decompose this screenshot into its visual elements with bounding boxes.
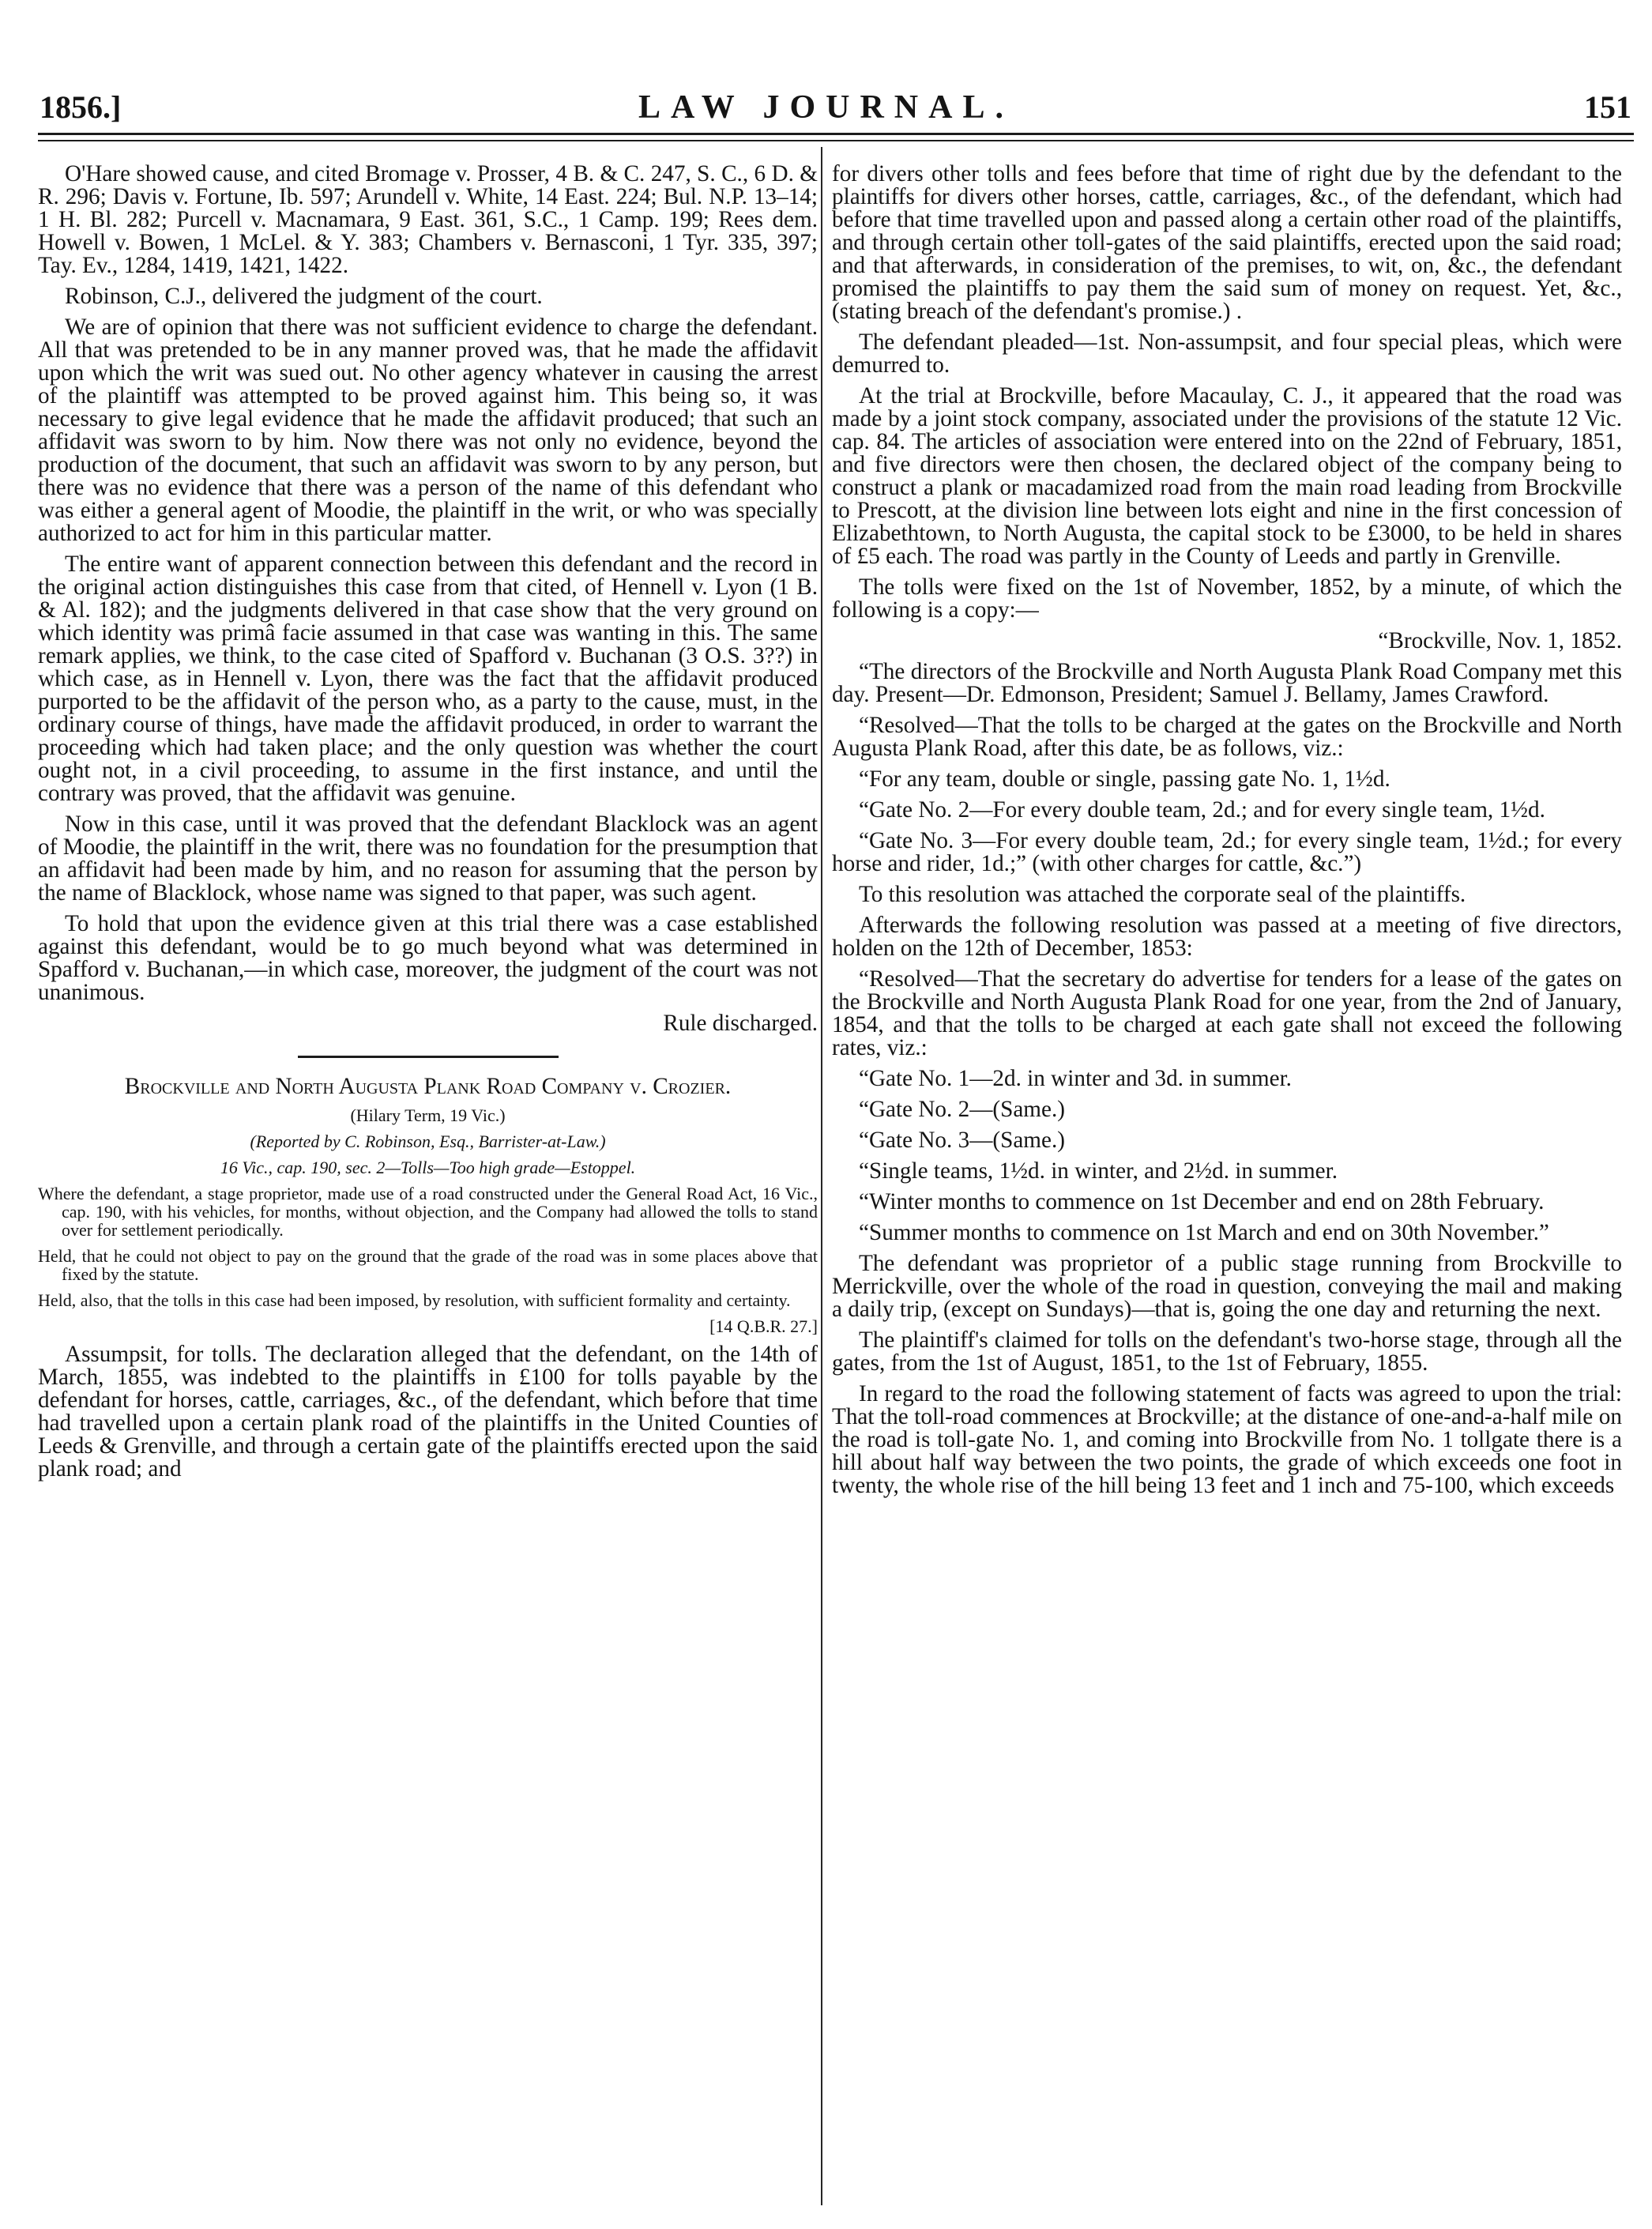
paragraph: O'Hare showed cause, and cited Bromage v. Prosser, 4 B. & C. 247, S. C., 6 D. & R. 296; Davis v. Fortune, Ib. 597; Arundell v. White, 14 East. 224; Bul. N.P. 13–14; 1 H. Bl. 282; Purcell v. Macnamara, 9 East. 361, S.C., 1 Camp. 199; Rees dem. Howell v. Bowen, 1 McLel. & Y. 383; Chambers v. Bernasconi, 1 Tyr. 335, 397; Tay. Ev., 1284, 1419, 1421, 1422. — [38, 161, 818, 278]
statute-line: 16 Vic., cap. 190, sec. 2—Tolls—Too high grade—Estoppel. — [220, 1158, 636, 1177]
headnote: Held, also, that the tolls in this case had been imposed, by resolution, with sufficient formality and certainty. — [38, 1290, 791, 1310]
page-number: 151 — [1584, 89, 1631, 125]
paragraph: “Resolved—That the tolls to be charged at the gates on the Brockville and North Augusta Plank Road, after this date, be as follows, viz.: — [832, 713, 1622, 761]
toll-rate: “Gate No. 3—(Same.) — [859, 1128, 1065, 1153]
headnote: Held, that he could not object to pay on the ground that the grade of the road was in some places above that fixed by the statute. — [38, 1246, 818, 1284]
header-rule-bottom — [38, 140, 1634, 141]
section-divider — [298, 1056, 559, 1058]
paragraph: “The directors of the Brockville and North Augusta Plank Road Company met this day. Present—Dr. Edmonson, President; Samuel J. Bellamy, James Crawford. — [832, 659, 1622, 707]
paragraph: We are of opinion that there was not sufficient evidence to charge the defendant. All that was pretended to be in any manner proved was, that he made the affidavit upon which the writ was sued out. No other agency whatever in causing the arrest of the plaintiff was attempted to be proved against him. This being so, it was necessary to give legal evidence that he made the affidavit produced; that such an affidavit was sworn to by him. Now there was not only no evidence, beyond the production of the document, that such an affidavit was sworn to by any person, but there was no evidence that there was a person of the name of this defendant who was either a general agent of Moodie, the plaintiff in the writ, or who was specially authorized to act for him in this particular matter. — [38, 314, 818, 546]
paragraph: Robinson, C.J., delivered the judgment of the court. — [65, 284, 543, 309]
paragraph: Afterwards the following resolution was passed at a meeting of five directors, holden on the 12th of December, 1853: — [832, 913, 1622, 961]
left-column — [38, 163, 818, 1489]
header-title: LAW JOURNAL. — [638, 89, 1014, 126]
paragraph: Assumpsit, for tolls. The declaration alleged that the defendant, on the 14th of March, 1855, was indebted to the plaintiffs in £100 for tolls payable by the defendant for horses, cattle, carriages, &c., of the defendant, which before that time had travelled upon a certain plank road of the plaintiffs in the United Counties of Leeds & Grenville, and through a certain gate of the plaintiffs erected upon the said plank road; and — [38, 1342, 818, 1482]
column-separator — [821, 147, 822, 2205]
term-line: (Hilary Term, 19 Vic.) — [350, 1105, 506, 1125]
paragraph: “Winter months to commence on 1st December and end on 28th February. — [859, 1189, 1545, 1214]
paragraph: To hold that upon the evidence given at this trial there was a case established against this defendant, would be to go much beyond what was determined in Spafford v. Buchanan,—in which case, moreover, the judgment of the court was not unanimous. — [38, 911, 818, 1005]
paragraph: The entire want of apparent connection between this defendant and the record in the original action distinguishes this case from that cited, of Hennell v. Lyon (1 B. & Al. 182); and the judgments delivered in that case show that the very ground on which identity was primâ facie assumed in that case was wanting in this. The same remark applies, we think, to the case cited of Spafford v. Buchanan (3 O.S. 3??) in which case, as in Hennell v. Lyon, there was the fact that the affidavit produced purported to be the affidavit of the person who, as a party to the cause, must, in the ordinary course of things, have made the affidavit produced, in order to warrant the proceeding which had taken place; and the only question was whether the court ought not, in a civil proceeding, to assume in the first instance, and until the contrary was proved, that the affidavit was genuine. — [38, 552, 818, 806]
reporter-line: (Reported by C. Robinson, Esq., Barrister-at-Law.) — [250, 1131, 606, 1151]
paragraph: for divers other tolls and fees before that time of right due by the defendant to the plaintiffs for divers other horses, cattle, carriages, &c., of the defendant, which had before that time travelled upon and passed along a certain other road of the plaintiffs, and through certain other toll-gates of the said plaintiffs, erected upon the said road; and that afterwards, in consideration of the premises, to wit, on, &c., the defendant promised the plaintiffs to pay them the said sum of money on request. Yet, &c., (stating breach of the defendant's promise.) . — [832, 161, 1622, 324]
toll-rate: “Gate No. 1—2d. in winter and 3d. in summer. — [859, 1066, 1292, 1091]
report-citation: [14 Q.B.R. 27.] — [709, 1316, 818, 1336]
minute-dateline: “Brockville, Nov. 1, 1852. — [1378, 628, 1622, 653]
toll-rate: “For any team, double or single, passing gate No. 1, 1½d. — [859, 766, 1390, 792]
toll-rate: “Single teams, 1½d. in winter, and 2½d. in summer. — [859, 1158, 1338, 1184]
case-title: Brockville and North Augusta Plank Road Company v. Crozier. — [124, 1074, 732, 1099]
paragraph: “Summer months to commence on 1st March and end on 30th November.” — [859, 1220, 1549, 1245]
headnote: Where the defendant, a stage proprietor, made use of a road constructed under the General Road Act, 16 Vic., cap. 190, with his vehicles, for months, without objection, and the Company had allowed the tolls to stand over for settlement periodically. — [38, 1184, 818, 1240]
rule-discharged: Rule discharged. — [663, 1011, 818, 1036]
toll-rate: “Gate No. 2—For every double team, 2d.; and for every single team, 1½d. — [859, 797, 1545, 823]
paragraph: The tolls were fixed on the 1st of November, 1852, by a minute, of which the following is a copy:— — [832, 574, 1622, 623]
paragraph: In regard to the road the following statement of facts was agreed to upon the trial: That the toll-road commences at Brockville; at the distance of one-and-a-half mile on the road is toll-gate No. 1, and coming into Brockville from No. 1 tollgate there is a hill about half way between the two points, the grade of which exceeds one foot in twenty, the whole rise of the hill being 13 feet and 1 inch and 75-100, which exceeds — [832, 1381, 1622, 1498]
right-column — [832, 163, 1622, 1505]
paragraph: Now in this case, until it was proved that the defendant Blacklock was an agent of Moodie, the plaintiff in the writ, there was no foundation for the presumption that an affidavit had been made by him, and no reason for assuming that the person by the name of Blacklock, whose name was signed to that paper, was such agent. — [38, 811, 818, 906]
header-rule-top — [38, 133, 1634, 135]
paragraph: To this resolution was attached the corporate seal of the plaintiffs. — [859, 882, 1466, 907]
paragraph: The defendant was proprietor of a public stage running from Brockville to Merrickville, over the whole of the road in question, conveying the mail and making a daily trip, (except on Sundays)—that is, going the one day and returning the next. — [832, 1251, 1622, 1322]
paragraph: The plaintiff's claimed for tolls on the defendant's two-horse stage, through all the gates, from the 1st of August, 1851, to the 1st of February, 1855. — [832, 1327, 1622, 1376]
toll-rate: “Gate No. 2—(Same.) — [859, 1097, 1065, 1122]
paragraph: “Resolved—That the secretary do advertise for tenders for a lease of the gates on the Brockville and North Augusta Plank Road for one year, from the 2nd of January, 1854, and that the tolls to be charged at each gate shall not exceed the following rates, viz.: — [832, 966, 1622, 1060]
toll-rate: “Gate No. 3—For every double team, 2d.; for every single team, 1½d.; for every horse and rider, 1d.;” (with other charges for cattle, &c.”) — [832, 828, 1622, 876]
header-year: 1856.] — [40, 89, 122, 125]
paragraph: The defendant pleaded—1st. Non-assumpsit, and four special pleas, which were demurred to. — [832, 329, 1622, 378]
paragraph: At the trial at Brockville, before Macaulay, C. J., it appeared that the road was made by a joint stock company, associated under the provisions of the statute 12 Vic. cap. 84. The articles of association were entered into on the 22nd of February, 1851, and five directors were then chosen, the declared object of the company being to construct a plank or macadamized road from the main road leading from Brockville to Prescott, at the division line between lots eight and nine in the first concession of Elizabethtown, to North Augusta, the capital stock to be £3000, to be held in shares of £5 each. The road was partly in the County of Leeds and partly in Grenville. — [832, 383, 1622, 569]
